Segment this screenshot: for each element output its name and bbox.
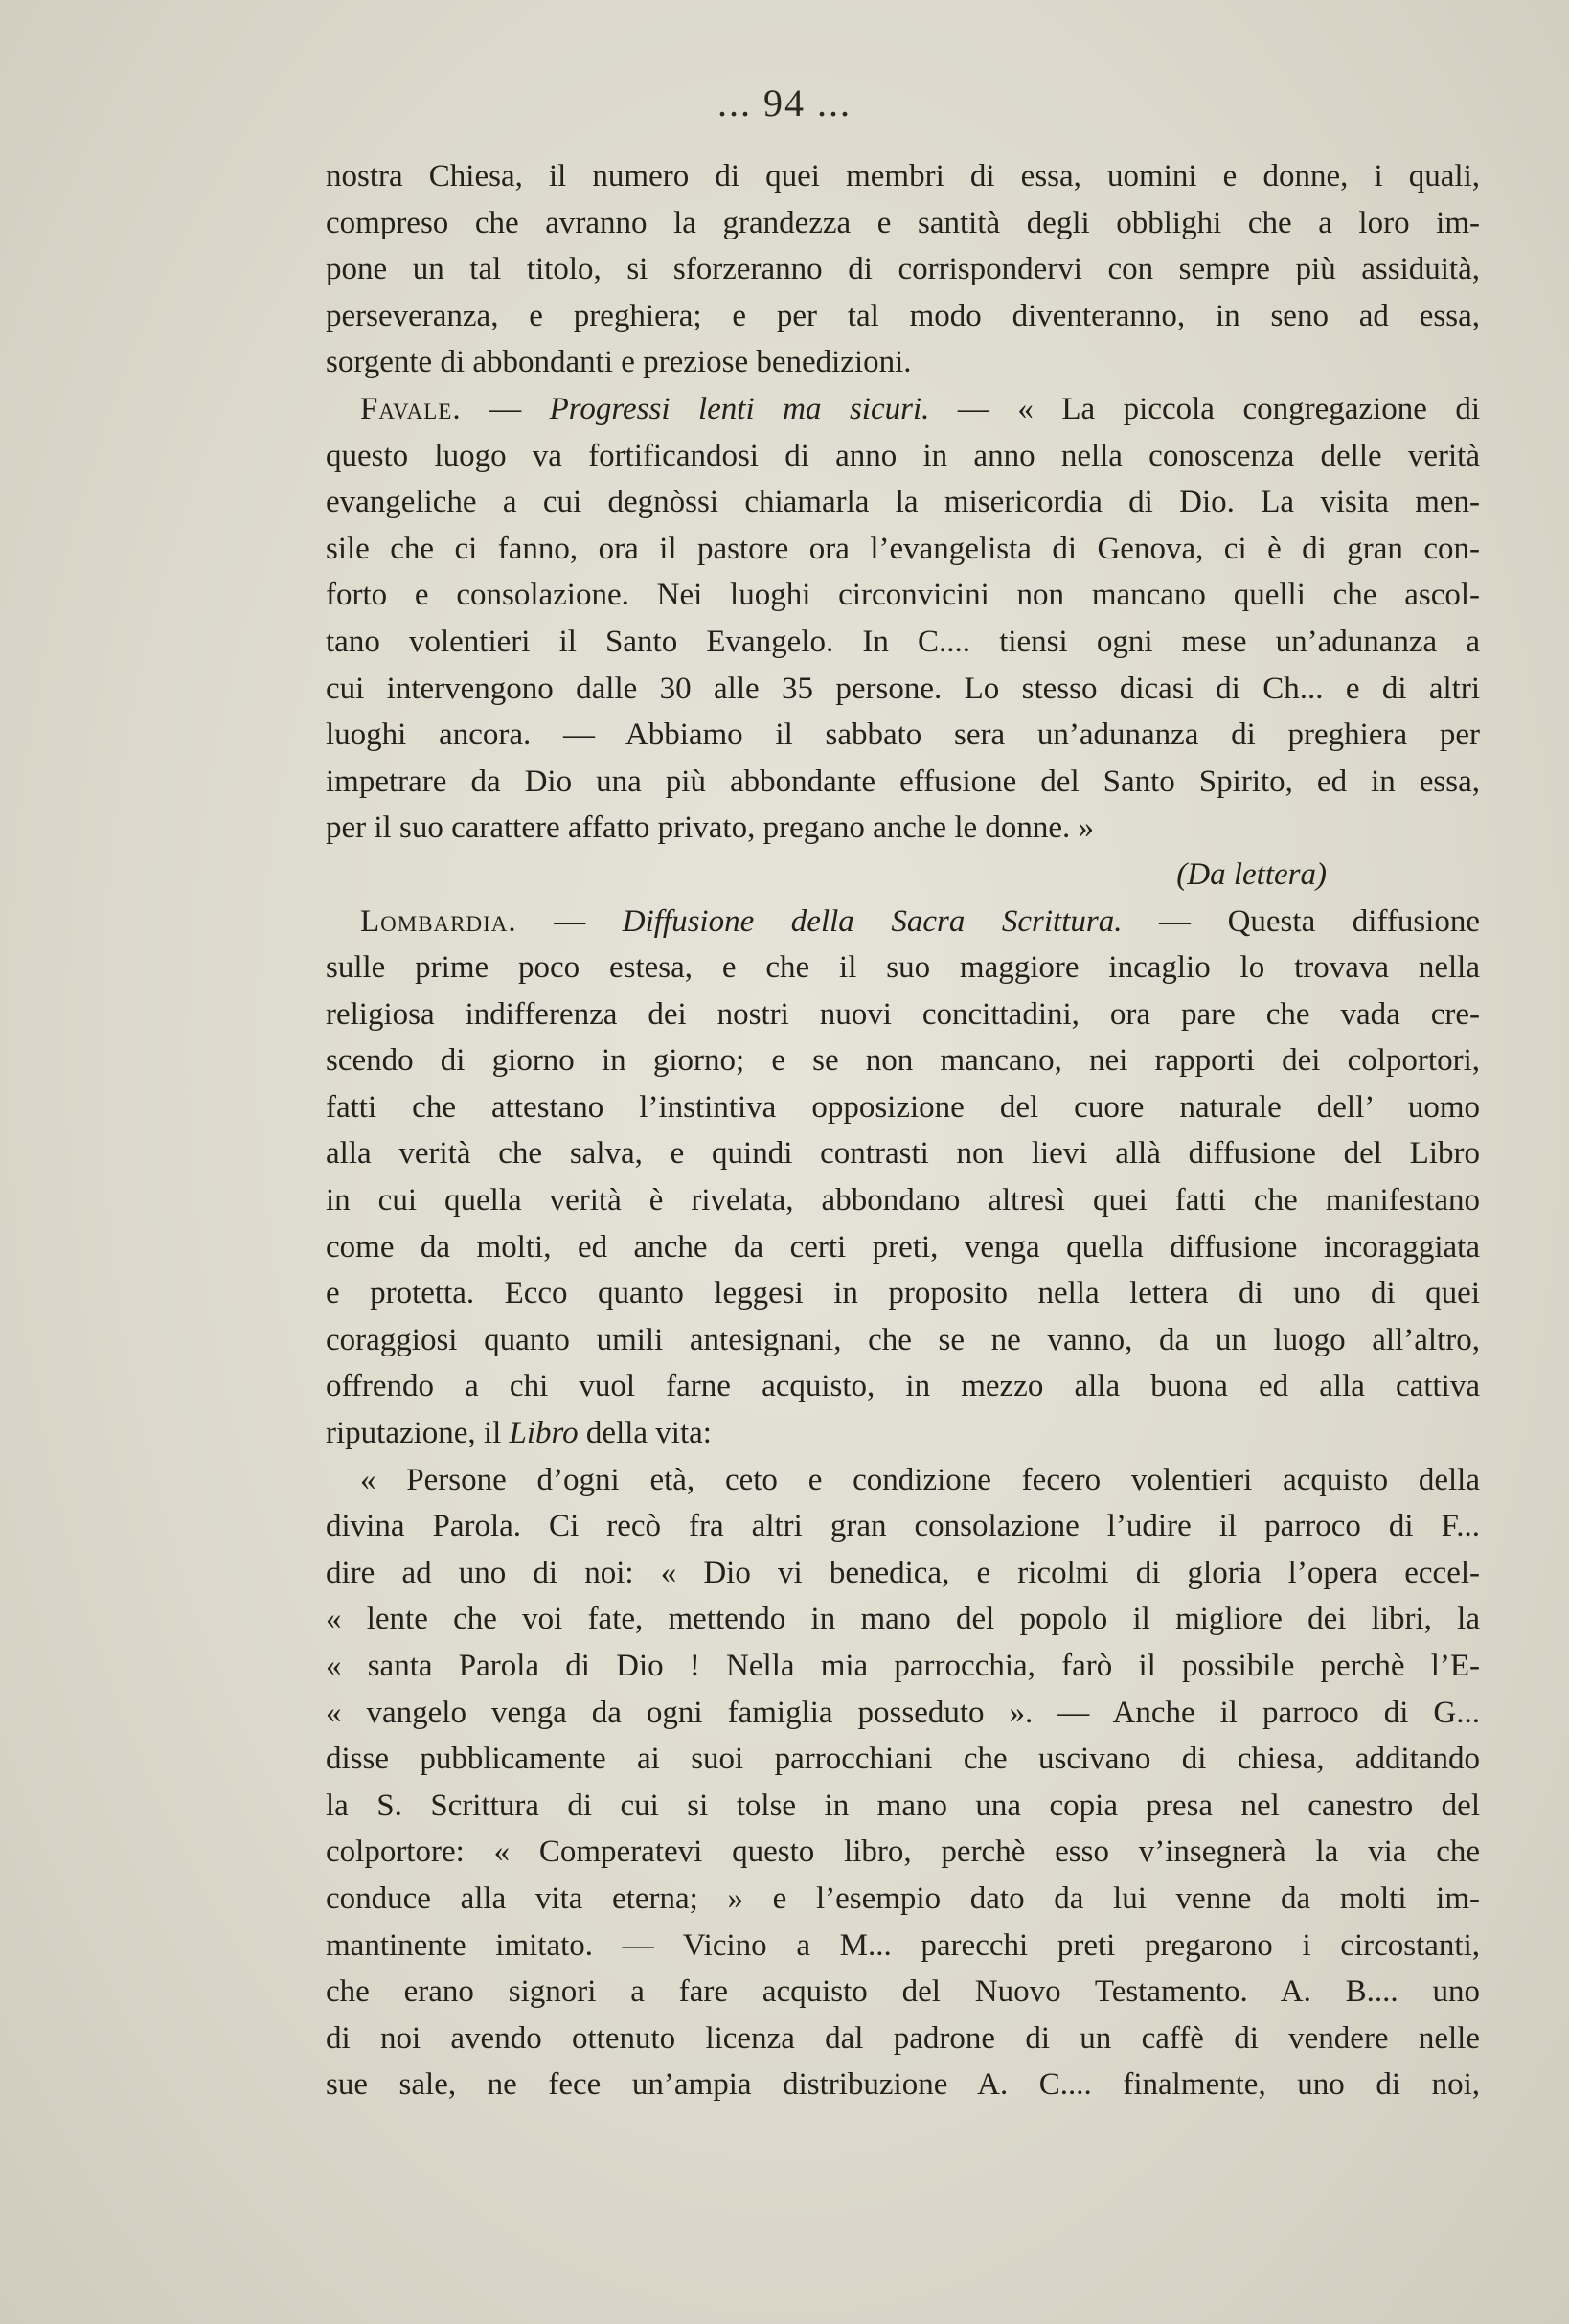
text-fragment: — Questa diffusione [1122, 903, 1480, 939]
text-line: sile che ci fanno, ora il pastore ora l’evangelista di Genova, ci è di gran con- [326, 531, 1480, 566]
dash: — [516, 903, 623, 939]
text-line: nostra Chiesa, il numero di quei membri di essa, uomini e donne, i quali, [326, 159, 1480, 194]
text-line: « Persone d’ogni età, ceto e condizione fecero volentieri acquisto della [360, 1462, 1480, 1497]
section-title: Progressi lenti ma sicuri. [549, 391, 930, 426]
page-number: ... 94 ... [717, 81, 852, 125]
section-title: Diffusione della Sacra Scrittura. [622, 903, 1123, 939]
place-name: Lombardia. [360, 903, 517, 939]
text-line: sorgente di abbondanti e preziose benedizioni. [326, 345, 912, 380]
text-line: colportore: « Comperatevi questo libro, perchè esso v’insegnerà la via che [326, 1834, 1480, 1870]
section-heading-lombardia [326, 899, 1480, 946]
text-line: evangeliche a cui degnòssi chiamarla la misericordia di Dio. La visita men- [326, 485, 1480, 520]
text-line: religiosa indifferenza dei nostri nuovi concittadini, ora pare che vada cre- [326, 996, 1480, 1032]
text-line: che erano signori a fare acquisto del Nuovo Testamento. A. B.... uno [326, 1974, 1480, 2010]
text-fragment-italic: Libro [509, 1416, 579, 1451]
text-line: tano volentieri il Santo Evangelo. In C.... tiensi ogni mese un’adunanza a [326, 624, 1480, 659]
place-name: Favale. [360, 391, 462, 426]
text-line: la S. Scrittura di cui si tolse in mano una copia presa nel canestro del [326, 1788, 1480, 1823]
section-heading-favale [326, 386, 1480, 433]
text-line: « lente che voi fate, mettendo in mano del popolo il migliore dei libri, la [326, 1602, 1480, 1637]
text-fragment: della vita: [578, 1416, 712, 1451]
text-line: compreso che avranno la grandezza e santità degli obblighi che a loro im- [326, 205, 1480, 240]
letter-source: (Da lettera) [1176, 856, 1327, 892]
text-line: in cui quella verità è rivelata, abbondano altresì quei fatti che manifestano [326, 1183, 1480, 1219]
text-line: dire ad uno di noi: « Dio vi benedica, e ricolmi di gloria l’opera eccel- [326, 1555, 1480, 1590]
text-line: « santa Parola di Dio ! Nella mia parrocchia, farò il possibile perchè l’E- [326, 1649, 1480, 1683]
text-line: come da molti, ed anche da certi preti, venga quella diffusione incoraggiata [326, 1229, 1480, 1265]
text-fragment: riputazione, il [326, 1416, 510, 1451]
text-line: offrendo a chi vuol farne acquisto, in mezzo alla buona ed alla cattiva [326, 1369, 1480, 1404]
text-line: forto e consolazione. Nei luoghi circonvicini non mancano quelli che ascol- [326, 578, 1480, 613]
text-line: coraggiosi quanto umili antesignani, che se ne vanno, da un luogo all’altro, [326, 1322, 1480, 1357]
text-fragment: — « La piccola congregazione di [929, 391, 1480, 426]
text-line: impetrare da Dio una più abbondante effusione del Santo Spirito, ed in essa, [326, 763, 1480, 799]
text-line: di noi avendo ottenuto licenza dal padrone di un caffè di vendere nelle [326, 2020, 1480, 2056]
text-line: mantinente imitato. — Vicino a M... parecchi preti pregarono i circostanti, [326, 1927, 1480, 1963]
text-line: scendo di giorno in giorno; e se non mancano, nei rapporti dei colportori, [326, 1043, 1480, 1079]
text-line [326, 1410, 1480, 1457]
text-line: cui intervengono dalle 30 alle 35 persone. Lo stesso dicasi di Ch... e di altri [326, 671, 1480, 706]
text-line: luoghi ancora. — Abbiamo il sabbato sera un’adunanza di preghiera per [326, 718, 1480, 753]
text-line: pone un tal titolo, si sforzeranno di corrispondervi con sempre più assiduità, [326, 252, 1480, 287]
text-line: fatti che attestano l’instintiva opposizione del cuore naturale dell’ uomo [326, 1089, 1480, 1125]
text-line: perseveranza, e preghiera; e per tal modo diventeranno, in seno ad essa, [326, 298, 1480, 333]
text-line: sulle prime poco estesa, e che il suo maggiore incaglio lo trovava nella [326, 950, 1480, 986]
text-line: e protetta. Ecco quanto leggesi in proposito nella lettera di uno di quei [326, 1276, 1480, 1311]
dash: — [461, 391, 550, 426]
page-body [326, 153, 1480, 2108]
text-line: per il suo carattere affatto privato, pregano anche le donne. » [326, 810, 1095, 846]
text-line: « vangelo venga da ogni famiglia posseduto ». — Anche il parroco di G... [326, 1695, 1480, 1730]
text-line: divina Parola. Ci recò fra altri gran consolazione l’udire il parroco di F... [326, 1509, 1480, 1544]
text-line: conduce alla vita eterna; » e l’esempio dato da lui venne da molti im- [326, 1880, 1480, 1916]
text-line: questo luogo va fortificandosi di anno in anno nella conoscenza delle verità [326, 438, 1480, 473]
text-line: disse pubblicamente ai suoi parrocchiani che uscivano di chiesa, additando [326, 1742, 1480, 1777]
text-line: alla verità che salva, e quindi contrasti non lievi allà diffusione del Libro [326, 1136, 1480, 1172]
text-line: sue sale, ne fece un’ampia distribuzione A. C.... finalmente, uno di noi, [326, 2067, 1480, 2103]
